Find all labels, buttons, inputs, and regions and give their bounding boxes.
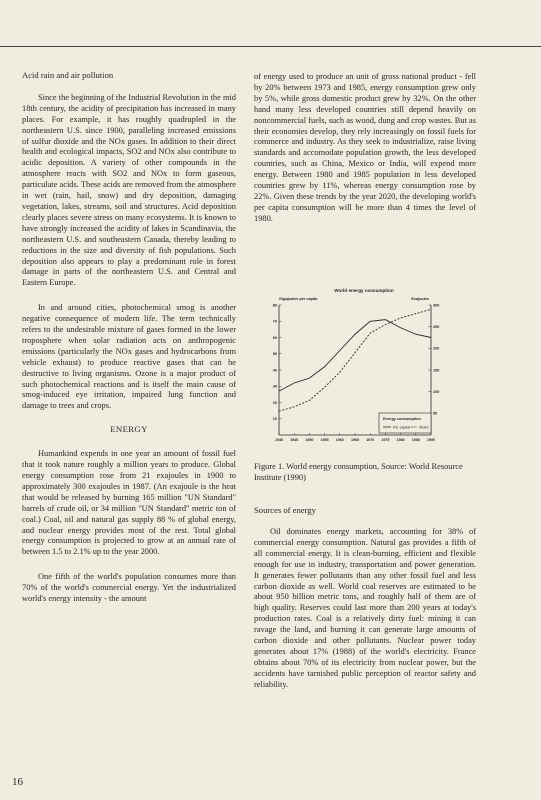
legend-entry-world: World — [419, 425, 429, 430]
paragraph: Oil dominates energy markets, accounting for 38% of commercial energy consumption. Natural gas provides a fifth of all commercial energy. It is clean-burning, efficient and flexible enough for use in industry, transportation and power generation. It generates fewer pollutants than any other fossil fuel and less carbon dioxide as well. World coal reserves are estimated to be about 950 billion metric tons, and roughly half of them are of high quality. Reserves could last more than 200 years at today's production rates. Coal is a relatively dirty fuel: mining it can ravage the land, and burning it can generate large amounts of carbon dioxide and other pollutants. Nuclear power today generates about 17% (1988) of the world's electricity. France obtains about 70% of its electricity from nuclear power, but the accidents have tarnished public perception of reactor safety and reliability. — [254, 527, 476, 689]
top-rule — [0, 46, 541, 47]
paragraph: In and around cities, photochemical smog is another negative consequence of modern life. The term technically refers to the undesirable mixture of gases formed in the lower troposphere when solar radiation acts on anthropogenic emissions (particularly the NOx gases and hydrocarbons from vehicle exhaust) to produce reactive gases that can be destructive to living organisms. Ozone is a major product of such photochemical reactions and is itself the main cause of smog-induced eye irritation, impaired lung function and damage to trees and crops. — [22, 303, 236, 411]
x-tick-label: 1960 — [335, 438, 344, 442]
legend-title: Energy consumption — [383, 417, 421, 421]
series-line-world — [279, 309, 431, 411]
y-tick-label-left: 70 — [272, 319, 277, 324]
y-tick-label-right: 200 — [433, 346, 440, 351]
y-tick-label-right: 50 — [433, 411, 438, 416]
x-tick-label: 1975 — [381, 438, 390, 442]
section-heading-energy: ENERGY — [110, 424, 148, 435]
y-tick-label-left: 80 — [272, 303, 277, 308]
y-tick-label-left: 30 — [272, 384, 277, 389]
paragraph: of energy used to produce an unit of gross national product - fell by 20% between 1973 and 1985, energy consumption grew only by 5%, while gross domestic product grew by 32%. On the other hand many less developed countries still depend heavily on noncommercial fuels, such as wood, dung and crop wastes. But as their economies develop, they rely increasingly on fossil fuels for commerce and industry. As they seek to industrialize, raise living standards and accomodate population growth, the less developed countries, such as China, Mexico or India, will expend more energy. Between 1980 and 1985 population in less developed countries grew by 11%, whereas energy consumption rose by 22%. Given these trends by the year 2020, the developing world's per capita consumption will be more than 4 times the level of 1980. — [254, 72, 476, 223]
x-tick-label: 1945 — [290, 438, 299, 442]
y-tick-label-right: 250 — [433, 324, 440, 329]
y-tick-label-right: 150 — [433, 368, 440, 373]
paragraph: One fifth of the world's population consumes more than 70% of the world's commercial energy. Yet the industrialized world's energy intensity - the amount — [22, 572, 236, 604]
chart-legend — [379, 413, 431, 433]
figure-caption: Figure 1. World energy consumption, Source: World Resource Institute (1990) — [254, 462, 463, 482]
right-column-top — [254, 72, 476, 225]
y-tick-label-left: 60 — [272, 335, 277, 340]
y-tick-label-left: 40 — [272, 368, 277, 373]
y-tick-label-left: 50 — [272, 352, 277, 357]
x-tick-label: 1965 — [351, 438, 359, 442]
y-tick-label-right: 300 — [433, 303, 440, 308]
y-tick-label-left: 10 — [272, 417, 277, 422]
section-heading-acid-rain: Acid rain and air pollution — [22, 70, 114, 80]
y-tick-label-right: 100 — [433, 389, 440, 394]
x-tick-label: 1940 — [275, 438, 283, 442]
x-tick-label: 1985 — [411, 438, 420, 442]
legend-entry-per-capita: Per capita — [393, 425, 410, 430]
chart-ylabel-left: Gigajoules per capita — [279, 297, 318, 301]
x-tick-label: 1955 — [320, 438, 329, 442]
left-column — [22, 70, 236, 605]
energy-consumption-chart — [259, 285, 469, 457]
paragraph: Since the beginning of the Industrial Revolution in the mid 18th century, the acidity of precipitation has increased in many places. For example, it has roughly quadrupled in the northeastern U.S. since 1900, paralleling increased emissions of sulfur dioxide and the NOx gases. In addition to their direct health and ecological impacts, SO2 and NOx also contribute to acidic deposition. A variety of other compounds in the atmosphere reacts with SO2 and NOx to form gaseous, particulate acids. These acids are removed from the atmosphere in wet (rain, hail, snow) and dry deposition, damaging vegetation, lakes, streams, soil and structures. Acid deposition clearly places severe stress on many ecosystems. It is known to have strongly increased the acidity of lakes in Scandinavia, the northeastern U.S. and southeastern Canada, thereby leading to reductions in the size and diversity of fish populations. Such deposition also appears to play a predominant role in forest damage in parts of the northeastern U.S. and Central and Eastern Europe. — [22, 92, 236, 288]
chart-ylabel-right: Exajoules — [411, 297, 429, 301]
x-tick-label: 1950 — [305, 438, 314, 442]
x-tick-label: 1980 — [396, 438, 405, 442]
series-line-per-capita — [279, 320, 431, 392]
section-heading-sources: Sources of energy — [254, 505, 316, 515]
paragraph: Humankind expends in one year an amount of fossil fuel that it took nature roughly a million years to produce. Global energy consumption rose from 21 exajoules in 1900 to approximately 300 exajoules in 1987. (An exajoule is the heat that would be released by burning 165 million "UN Standard" barrels of crude oil, or 34 million "UN Standard" metric ton of coal.) Coal, oil and natural gas supply 88 % of global energy, and nuclear energy provides most of the rest. Total global energy consumption is projected to grow at an annual rate of between 1.5 to 2.1% up to the year 2000. — [22, 449, 236, 557]
y-tick-label-left: 20 — [272, 400, 277, 405]
right-column-bottom — [254, 527, 476, 691]
x-tick-label: 1970 — [366, 438, 375, 442]
chart-lines — [279, 309, 431, 411]
x-tick-label: 1990 — [427, 438, 435, 442]
page-number: 16 — [12, 776, 23, 788]
chart-title: World energy consumption — [334, 288, 394, 293]
